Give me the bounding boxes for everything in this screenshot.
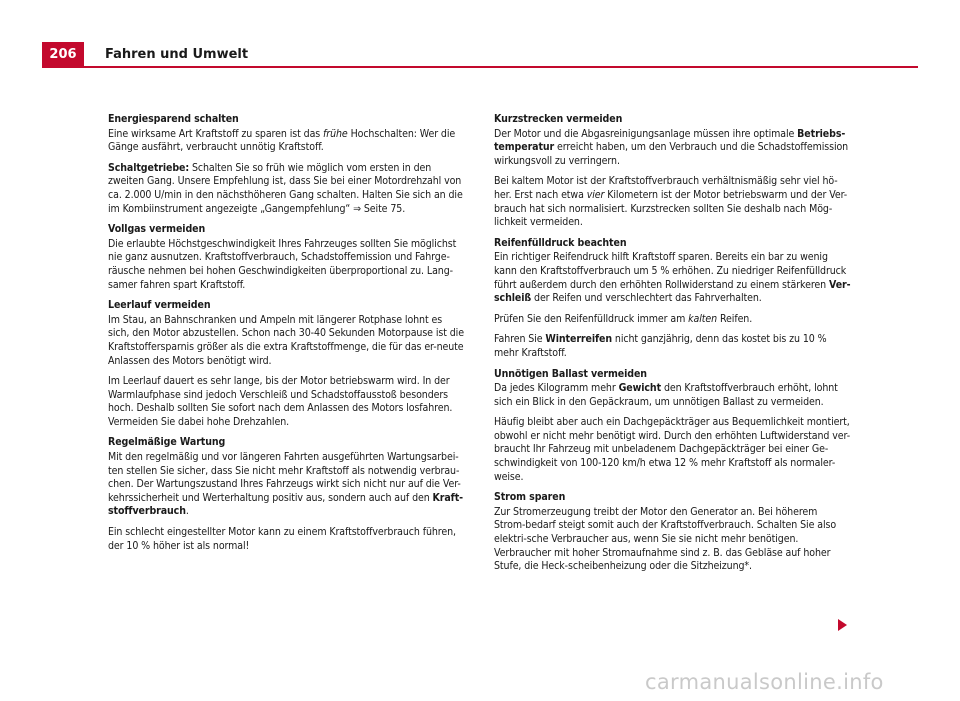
watermark: carmanualsonline.info — [645, 670, 884, 694]
chapter-title: Fahren und Umwelt — [105, 47, 249, 62]
paragraph: Im Leerlauf dauert es sehr lange, bis der Motor betriebswarm wird. In der Warmlaufphase sind jedoch Verschleiß und Schadstoffausstoß besonders hoch. Deshalb sollten Sie sofort nach dem Anlassen des Motors losfahren. Vermeiden Sie dabei hohe Drehzahlen. — [108, 376, 453, 428]
paragraph: Ein richtiger Reifendruck hilft Kraftstoff sparen. Bereits ein bar zu wenig kann den Kraftstoffverbrauch um 5 % erhöhen. Zu niedriger Reifenfülldruck führt außerdem durch den erhöhten Rollwiderstand zu einem stärkeren Ver-schleiß der Reifen und verschlechtert das Fahrverhalten. — [494, 252, 851, 305]
section-heading: Strom sparen — [494, 492, 566, 504]
section-heading: Vollgas vermeiden — [108, 224, 206, 236]
paragraph: Der Motor und die Abgasreinigungsanlage müssen ihre optimale Betriebs-temperatur erreicht haben, um den Verbrauch und die Schadstoffemission wirkungsvoll zu verringern. — [494, 128, 849, 167]
section-heading: Reifenfülldruck beachten — [494, 237, 627, 249]
paragraph: Häufig bleibt aber auch ein Dachgepäckträger aus Bequemlichkeit montiert, obwohl er nicht mehr benötigt wird. Durch den erhöhten Luftwiderstand ver-braucht Ihr Fahrzeug mit unbeladenem Dachgepäckträger bei einer Ge-schwindigkeit von 100-120 km/h etwa 12 % mehr Kraftstoff als normaler-weise. — [494, 417, 851, 483]
section-heading: Kurzstrecken vermeiden — [494, 114, 623, 125]
section-heading: Energiesparend schalten — [108, 114, 239, 125]
paragraph: Ein schlecht eingestellter Motor kann zu einem Kraftstoffverbrauch führen, der 10 % höher ist als normal! — [108, 527, 456, 552]
paragraph: Schaltgetriebe: Schalten Sie so früh wie möglich vom ersten in den zweiten Gang. Unsere Empfehlung ist, dass Sie bei einer Motordrehzahl von ca. 2.000 U/min in den nächsthöheren Gang schalten. Halten Sie sich an die im Kombiinstrument angezeigte „Gangempfehlung“ ⇒ Seite 75. — [108, 162, 463, 215]
header-rule — [42, 66, 918, 68]
paragraph: Bei kaltem Motor ist der Kraftstoffverbrauch verhältnismäßig sehr viel hö-her. Erst nach etwa vier Kilometern ist der Motor betriebswarm und der Ver-brauch hat sich normalisiert. Kurzstrecken sollten Sie deshalb nach Mög-lichkeit vermeiden. — [494, 176, 848, 229]
section-heading: Regelmäßige Wartung — [108, 437, 226, 449]
left-column — [108, 113, 465, 560]
paragraph: Prüfen Sie den Reifenfülldruck immer am kalten Reifen. — [494, 313, 753, 325]
paragraph: Mit den regelmäßig und vor längeren Fahrten ausgeführten Wartungsarbei-ten stellen Sie sicher, dass Sie nicht mehr Kraftstoff als notwendig verbrau-chen. Der Wartungszustand Ihres Fahrzeugs wirkt sich nicht nur auf die Ver-kehrssicherheit und Werterhaltung positiv aus, sondern auch auf den Kraft-stoffverbrauch. — [108, 452, 463, 518]
paragraph: Fahren Sie Winterreifen nicht ganzjährig, denn das kostet bis zu 10 % mehr Kraftstoff. — [494, 334, 827, 359]
paragraph: Die erlaubte Höchstgeschwindigkeit Ihres Fahrzeuges sollten Sie möglichst nie ganz ausnutzen. Kraftstoffverbrauch, Schadstoffemission und Fahrge-räusche nehmen bei hohen Geschwindigkeiten überproportional zu. Lang-samer fahren spart Kraftstoff. — [108, 238, 457, 291]
paragraph: Eine wirksame Art Kraftstoff zu sparen ist das frühe Hochschalten: Wer die Gänge ausfährt, verbraucht unnötig Kraftstoff. — [108, 128, 456, 154]
section-heading: Unnötigen Ballast vermeiden — [494, 368, 647, 380]
section-heading: Leerlauf vermeiden — [108, 300, 211, 312]
paragraph: Im Stau, an Bahnschranken und Ampeln mit längerer Rotphase lohnt es sich, den Motor abzustellen. Schon nach 30-40 Sekunden Motorpause ist die Kraftstoffersparnis größer als die extra Kraftstoffmenge, die für das er-neute Anlassen des Motors benötigt wird. — [108, 314, 464, 367]
page-number: 206 — [42, 42, 84, 66]
paragraph: Da jedes Kilogramm mehr Gewicht den Kraftstoffverbrauch erhöht, lohnt sich ein Blick in den Gepäckraum, um unnötigen Ballast zu vermeiden. — [494, 383, 838, 408]
right-column — [494, 113, 851, 581]
paragraph: Zur Stromerzeugung treibt der Motor den Generator an. Bei höherem Strom-bedarf steigt somit auch der Kraftstoffverbrauch. Schalten Sie also elektri-sche Verbraucher aus, wenn Sie sie nicht mehr benötigen. Verbraucher mit hoher Stromaufnahme sind z. B. das Gebläse auf hoher Stufe, die Heck-scheibenheizung oder die Sitzheizung*. — [494, 506, 837, 573]
next-page-arrow-icon — [838, 619, 847, 631]
